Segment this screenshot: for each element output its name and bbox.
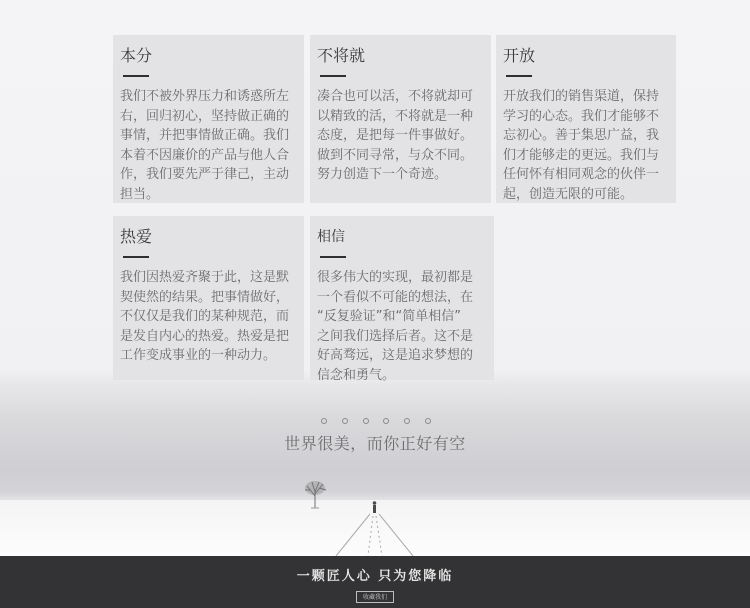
value-card-xiangxin xyxy=(310,216,494,383)
value-card-bujiangjiu xyxy=(310,35,491,203)
card-title: 开放 xyxy=(503,46,536,65)
card-title: 热爱 xyxy=(120,227,153,246)
card-text: 凑合也可以活，不将就却可 以精致的活，不将就是一种 态度，是把每一件事做好。 做到不同寻常，与众不同。 努力创造下一个奇迹。 xyxy=(317,89,474,182)
dot-icon xyxy=(383,418,389,424)
dot-icon xyxy=(363,418,369,424)
value-card-kaifang xyxy=(496,35,676,203)
dot-icon xyxy=(425,418,431,424)
card-title: 本分 xyxy=(120,46,153,65)
footer-bar xyxy=(0,556,750,608)
person-icon xyxy=(373,501,377,513)
dot-icon xyxy=(342,418,348,424)
title-underline xyxy=(123,75,149,77)
card-title: 相信 xyxy=(317,229,345,245)
card-text: 开放我们的销售渠道，保持 学习的心态。我们才能够不 忘初心。善于集思广益，我 们才能够走的更远。我们与 任何怀有相同观念的伙伴一 起，创造无限的可能。 xyxy=(503,89,660,202)
slogan: 世界很美，而你正好有空 xyxy=(284,434,466,453)
dot-icon xyxy=(321,418,327,424)
title-underline xyxy=(123,256,149,258)
footpath xyxy=(336,514,413,556)
decorative-dots xyxy=(321,418,431,428)
card-title: 不将就 xyxy=(317,46,366,65)
favorite-button[interactable]: 收藏我们 xyxy=(356,591,394,603)
card-text: 很多伟大的实现，最初都是 一个看似不可能的想法，在 “反复验证”和“简单相信” 之间我们选择后者。这不是 好高骛远，这是追求梦想的 信念和勇气。 xyxy=(317,270,474,383)
value-card-benfen xyxy=(113,35,304,203)
landscape-illustration xyxy=(0,470,750,556)
title-underline xyxy=(320,75,346,77)
card-text: 我们不被外界压力和诱惑所左 右，回归初心，坚持做正确的 事情，并把事情做正确。我们 本着不因廉价的产品与他人合 作，我们要先严于律己，主动 担当。 xyxy=(120,89,290,202)
dot-icon xyxy=(404,418,410,424)
title-underline xyxy=(320,256,346,258)
title-underline xyxy=(506,75,532,77)
footer-tagline: 一颗匠人心 只为您降临 xyxy=(296,569,454,584)
card-text: 我们因热爱齐聚于此，这是默 契使然的结果。把事情做好， 不仅仅是我们的某种规范，而 是发自内心的热爱。热爱是把 工作变成事业的一种动力。 xyxy=(120,270,290,363)
value-card-reai xyxy=(113,216,304,380)
